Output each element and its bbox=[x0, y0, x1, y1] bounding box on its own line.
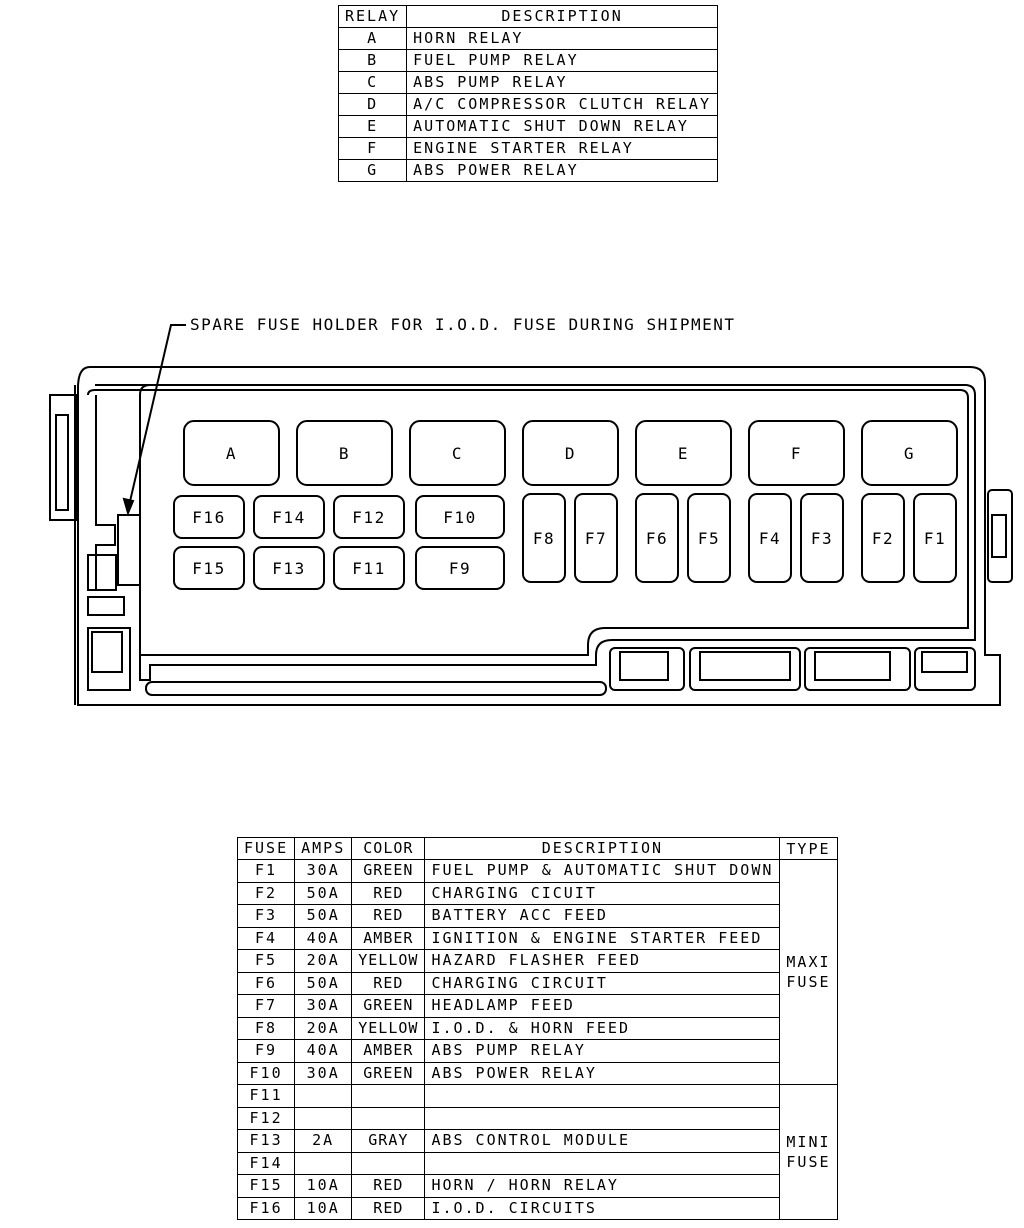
fuse-id: F15 bbox=[238, 1175, 295, 1198]
fuse-amps: 30A bbox=[295, 860, 352, 883]
maxi-fuse-slot-label: F4 bbox=[758, 529, 782, 548]
fuse-description: FUEL PUMP & AUTOMATIC SHUT DOWN bbox=[425, 860, 780, 883]
description-column-header: DESCRIPTION bbox=[407, 6, 718, 28]
fuse-description: I.O.D. & HORN FEED bbox=[425, 1017, 780, 1040]
fuse-id: F14 bbox=[238, 1152, 295, 1175]
relay-description: HORN RELAY bbox=[407, 28, 718, 50]
maxi-fuse-slot-label: F8 bbox=[532, 529, 556, 548]
mini-fuse-slot-label: F10 bbox=[443, 508, 477, 527]
description-column-header: DESCRIPTION bbox=[425, 838, 780, 860]
fuse-amps: 30A bbox=[295, 1062, 352, 1085]
mini-fuse-slot bbox=[334, 547, 404, 589]
callout-label: SPARE FUSE HOLDER FOR I.O.D. FUSE DURING SHIPMENT bbox=[190, 315, 736, 334]
fuse-row bbox=[238, 905, 838, 928]
fuse-row bbox=[238, 860, 838, 883]
fuse-description: HORN / HORN RELAY bbox=[425, 1175, 780, 1198]
callout-arrowhead bbox=[124, 499, 133, 513]
fuse-amps bbox=[295, 1107, 352, 1130]
fuse-description: HEADLAMP FEED bbox=[425, 995, 780, 1018]
maxi-fuse-slot-label: F6 bbox=[645, 529, 669, 548]
maxi-fuse-slot-label: F1 bbox=[923, 529, 947, 548]
mini-fuse-slot-label: F12 bbox=[352, 508, 386, 527]
relay-slot-label: E bbox=[677, 444, 690, 463]
fuse-description: IGNITION & ENGINE STARTER FEED bbox=[425, 927, 780, 950]
fuse-color: AMBER bbox=[352, 927, 425, 950]
mini-fuse-slot-label: F9 bbox=[448, 559, 472, 578]
callout-leader bbox=[128, 325, 186, 510]
relay-table-header-row bbox=[339, 6, 718, 28]
fuse-color: GREEN bbox=[352, 995, 425, 1018]
fuse-description: ABS POWER RELAY bbox=[425, 1062, 780, 1085]
fuse-row bbox=[238, 927, 838, 950]
fuse-id: F9 bbox=[238, 1040, 295, 1063]
relay-code: A bbox=[339, 28, 407, 50]
maxi-fuse-slot bbox=[862, 494, 904, 582]
relay-code: G bbox=[339, 160, 407, 182]
relay-code: C bbox=[339, 72, 407, 94]
relay-slot-label: C bbox=[451, 444, 464, 463]
mini-fuse-slot-label: F11 bbox=[352, 559, 386, 578]
fuse-row bbox=[238, 972, 838, 995]
fuse-color: YELLOW bbox=[352, 950, 425, 973]
relay-slot bbox=[862, 421, 957, 485]
fuse-id: F13 bbox=[238, 1130, 295, 1153]
fuse-color: GREEN bbox=[352, 1062, 425, 1085]
mini-fuse-slot-label: F16 bbox=[192, 508, 226, 527]
mini-fuse-slot bbox=[174, 496, 244, 538]
relay-slot bbox=[636, 421, 731, 485]
maxi-fuse-slot bbox=[801, 494, 843, 582]
relay-row bbox=[339, 28, 718, 50]
relay-description: A/C COMPRESSOR CLUTCH RELAY bbox=[407, 94, 718, 116]
mini-fuse-slot bbox=[174, 547, 244, 589]
maxi-fuse-slot bbox=[749, 494, 791, 582]
fuse-description: ABS PUMP RELAY bbox=[425, 1040, 780, 1063]
fuse-id: F16 bbox=[238, 1197, 295, 1220]
relay-description: AUTOMATIC SHUT DOWN RELAY bbox=[407, 116, 718, 138]
fuse-row bbox=[238, 882, 838, 905]
relay-row bbox=[339, 72, 718, 94]
fuse-description: CHARGING CICUIT bbox=[425, 882, 780, 905]
relay-row bbox=[339, 94, 718, 116]
mini-fuse-slot bbox=[254, 547, 324, 589]
fuse-amps: 40A bbox=[295, 927, 352, 950]
fuse-amps: 10A bbox=[295, 1175, 352, 1198]
relay-description: ENGINE STARTER RELAY bbox=[407, 138, 718, 160]
fuse-color: RED bbox=[352, 1197, 425, 1220]
fuse-description: ABS CONTROL MODULE bbox=[425, 1130, 780, 1153]
fuse-color bbox=[352, 1107, 425, 1130]
amps-column-header: AMPS bbox=[295, 838, 352, 860]
fuse-amps: 50A bbox=[295, 905, 352, 928]
relay-slot-label: D bbox=[564, 444, 577, 463]
maxi-fuse-slot-label: F7 bbox=[584, 529, 608, 548]
type-column-header: TYPE bbox=[780, 838, 837, 860]
relay-slot-label: B bbox=[338, 444, 351, 463]
relay-code: F bbox=[339, 138, 407, 160]
relay-slot bbox=[523, 421, 618, 485]
fuse-type-line2: FUSE bbox=[786, 1153, 831, 1171]
fuse-amps: 50A bbox=[295, 882, 352, 905]
fuse-amps: 20A bbox=[295, 1017, 352, 1040]
fuse-row bbox=[238, 1085, 838, 1108]
fuse-color bbox=[352, 1085, 425, 1108]
fuse-description: I.O.D. CIRCUITS bbox=[425, 1197, 780, 1220]
fuse-column-header: FUSE bbox=[238, 838, 295, 860]
color-column-header: COLOR bbox=[352, 838, 425, 860]
fuse-id: F10 bbox=[238, 1062, 295, 1085]
relay-slot-label: G bbox=[903, 444, 916, 463]
relay-slot bbox=[184, 421, 279, 485]
relay-row bbox=[339, 160, 718, 182]
mini-fuse-slot-label: F15 bbox=[192, 559, 226, 578]
fuse-id: F4 bbox=[238, 927, 295, 950]
relay-slot bbox=[297, 421, 392, 485]
relay-row bbox=[339, 138, 718, 160]
fuse-id: F2 bbox=[238, 882, 295, 905]
fuse-color: GREEN bbox=[352, 860, 425, 883]
maxi-fuse-slot bbox=[914, 494, 956, 582]
fuse-amps: 10A bbox=[295, 1197, 352, 1220]
fuse-amps: 50A bbox=[295, 972, 352, 995]
relay-slot-label: A bbox=[225, 444, 238, 463]
mini-fuse-slot-label: F14 bbox=[272, 508, 306, 527]
fuse-id: F7 bbox=[238, 995, 295, 1018]
mini-fuse-slot bbox=[254, 496, 324, 538]
maxi-fuse-slot bbox=[688, 494, 730, 582]
fuse-color: YELLOW bbox=[352, 1017, 425, 1040]
fuse-table bbox=[237, 837, 838, 1220]
fuse-amps: 40A bbox=[295, 1040, 352, 1063]
maxi-fuse-slot bbox=[636, 494, 678, 582]
relay-code: B bbox=[339, 50, 407, 72]
fuse-type-line1: MINI bbox=[786, 1133, 831, 1151]
fuse-row bbox=[238, 1197, 838, 1220]
left-clip bbox=[50, 395, 76, 520]
fuse-color: RED bbox=[352, 972, 425, 995]
spare-fuse-holder bbox=[118, 515, 140, 585]
fuse-description: BATTERY ACC FEED bbox=[425, 905, 780, 928]
relay-code: D bbox=[339, 94, 407, 116]
mini-fuse-slot bbox=[334, 496, 404, 538]
fuse-id: F6 bbox=[238, 972, 295, 995]
maxi-fuse-slot-label: F3 bbox=[810, 529, 834, 548]
relay-code: E bbox=[339, 116, 407, 138]
fuse-type bbox=[780, 860, 837, 1085]
fuse-row bbox=[238, 1107, 838, 1130]
fuse-id: F3 bbox=[238, 905, 295, 928]
fuse-type-line2: FUSE bbox=[786, 973, 831, 991]
relay-row bbox=[339, 116, 718, 138]
fuse-description: HAZARD FLASHER FEED bbox=[425, 950, 780, 973]
fuse-row bbox=[238, 995, 838, 1018]
relay-description: ABS POWER RELAY bbox=[407, 160, 718, 182]
mini-fuse-slot bbox=[416, 547, 504, 589]
fuse-id: F1 bbox=[238, 860, 295, 883]
fuse-amps: 30A bbox=[295, 995, 352, 1018]
fuse-color: RED bbox=[352, 905, 425, 928]
relay-column-header: RELAY bbox=[339, 6, 407, 28]
fuse-amps bbox=[295, 1152, 352, 1175]
fuse-row bbox=[238, 1152, 838, 1175]
fuse-row bbox=[238, 1175, 838, 1198]
fuse-row bbox=[238, 1130, 838, 1153]
fuse-table-header-row bbox=[238, 838, 838, 860]
maxi-fuse-slot-label: F5 bbox=[697, 529, 721, 548]
fuse-type-line1: MAXI bbox=[786, 953, 831, 971]
maxi-fuse-slot bbox=[575, 494, 617, 582]
fuse-type bbox=[780, 1085, 837, 1220]
relay-table bbox=[338, 5, 718, 182]
fuse-description bbox=[425, 1152, 780, 1175]
fuse-row bbox=[238, 1017, 838, 1040]
relay-slot bbox=[749, 421, 844, 485]
fuse-id: F12 bbox=[238, 1107, 295, 1130]
fuse-row bbox=[238, 1040, 838, 1063]
relay-row bbox=[339, 50, 718, 72]
fuse-box-diagram bbox=[0, 300, 1024, 720]
fuse-amps: 20A bbox=[295, 950, 352, 973]
mini-fuse-slot-label: F13 bbox=[272, 559, 306, 578]
fuse-row bbox=[238, 950, 838, 973]
fuse-id: F11 bbox=[238, 1085, 295, 1108]
fuse-color: RED bbox=[352, 1175, 425, 1198]
relay-description: ABS PUMP RELAY bbox=[407, 72, 718, 94]
fuse-description bbox=[425, 1085, 780, 1108]
fuse-amps bbox=[295, 1085, 352, 1108]
fuse-id: F5 bbox=[238, 950, 295, 973]
maxi-fuse-slot bbox=[523, 494, 565, 582]
fuse-id: F8 bbox=[238, 1017, 295, 1040]
fuse-description bbox=[425, 1107, 780, 1130]
relay-description: FUEL PUMP RELAY bbox=[407, 50, 718, 72]
fuse-color: AMBER bbox=[352, 1040, 425, 1063]
fuse-color bbox=[352, 1152, 425, 1175]
fuse-row bbox=[238, 1062, 838, 1085]
maxi-fuse-slot-label: F2 bbox=[871, 529, 895, 548]
relay-slot-label: F bbox=[790, 444, 803, 463]
fuse-color: GRAY bbox=[352, 1130, 425, 1153]
fuse-amps: 2A bbox=[295, 1130, 352, 1153]
mini-fuse-slot bbox=[416, 496, 504, 538]
fuse-description: CHARGING CIRCUIT bbox=[425, 972, 780, 995]
relay-slot bbox=[410, 421, 505, 485]
fuse-color: RED bbox=[352, 882, 425, 905]
